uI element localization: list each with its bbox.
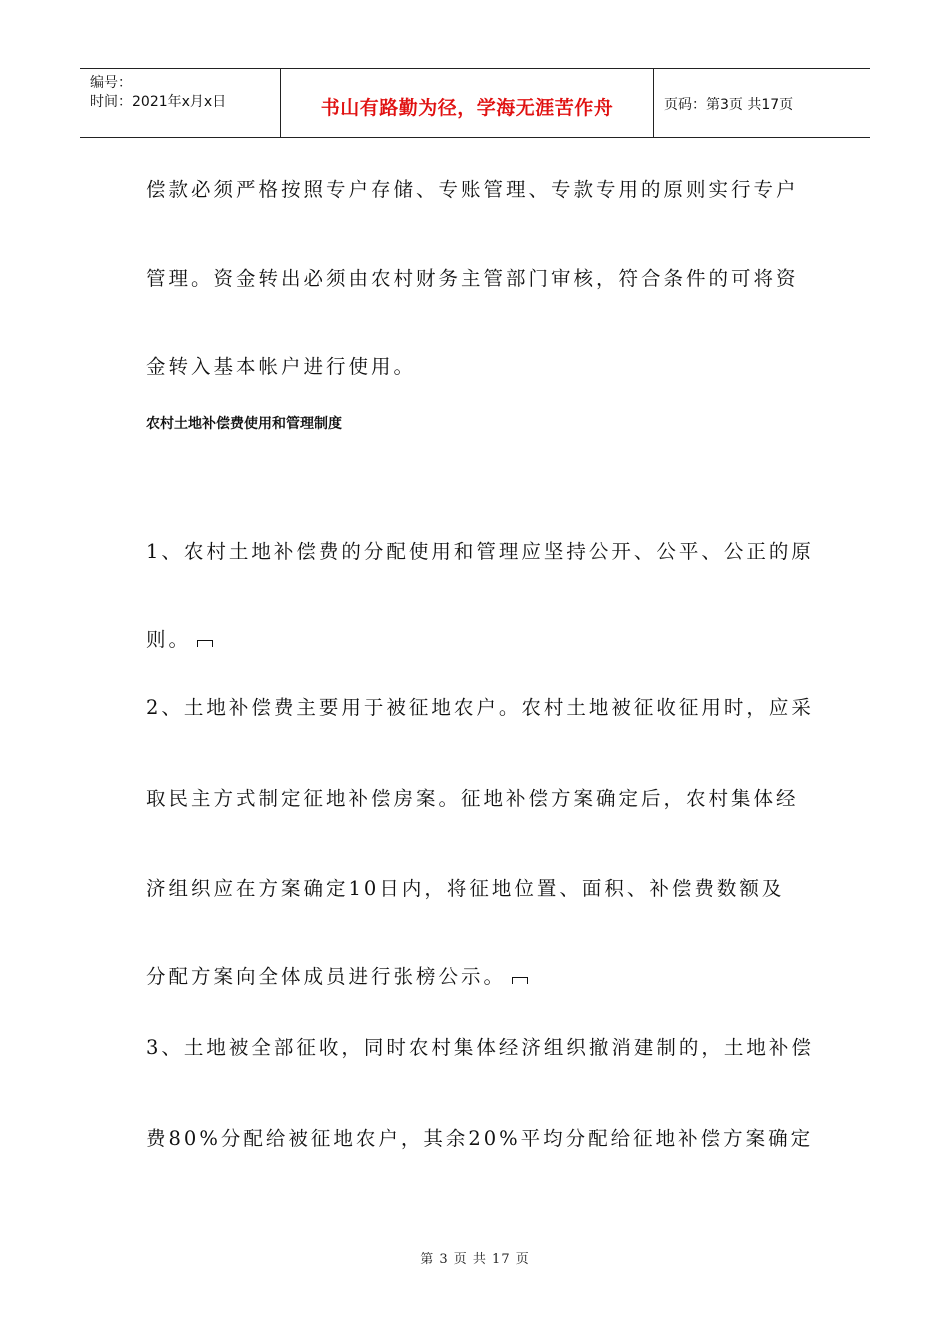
paragraph-mark-icon	[512, 977, 528, 984]
body-line: 偿款必须严格按照专户存储、专账管理、专款专用的原则实行专户	[146, 178, 799, 201]
item-line: 2、土地补偿费主要用于被征地农户。农村土地被征收征用时，应采	[146, 696, 814, 719]
item-line: 费80%分配给被征地农户，其余20%平均分配给征地补偿方案确定	[146, 1127, 814, 1150]
header-info-cell	[80, 69, 281, 137]
page-code: 页码：第3页 共17页	[664, 97, 794, 113]
item-line-with-mark	[146, 624, 213, 652]
item-line: 分配方案向全体成员进行张榜公示。	[146, 965, 507, 988]
item-line: 1、农村土地补偿费的分配使用和管理应坚持公开、公平、公正的原	[146, 540, 814, 563]
item-line: 取民主方式制定征地补偿房案。征地补偿方案确定后，农村集体经	[146, 787, 799, 810]
body-line: 管理。资金转出必须由农村财务主管部门审核，符合条件的可将资	[146, 267, 799, 290]
page-footer: 第 3 页 共 17 页	[420, 1252, 530, 1267]
motto-text: 书山有路勤为径，学海无涯苦作舟	[320, 97, 614, 119]
document-header	[80, 68, 870, 138]
body-line: 金转入基本帐户进行使用。	[146, 355, 417, 378]
item-line-with-mark	[146, 961, 528, 989]
item-line: 3、土地被全部征收，同时农村集体经济组织撤消建制的，土地补偿	[146, 1036, 814, 1059]
number-label: 编号：	[90, 75, 132, 91]
item-line: 济组织应在方案确定10日内，将征地位置、面积、补偿费数额及	[146, 877, 785, 900]
section-title: 农村土地补偿费使用和管理制度	[146, 416, 342, 432]
header-motto-cell	[281, 69, 654, 137]
item-line: 则。	[146, 628, 192, 651]
paragraph-mark-icon	[197, 640, 213, 647]
header-page-cell	[654, 69, 870, 137]
date-line: 时间：2021年x月x日	[90, 94, 227, 110]
